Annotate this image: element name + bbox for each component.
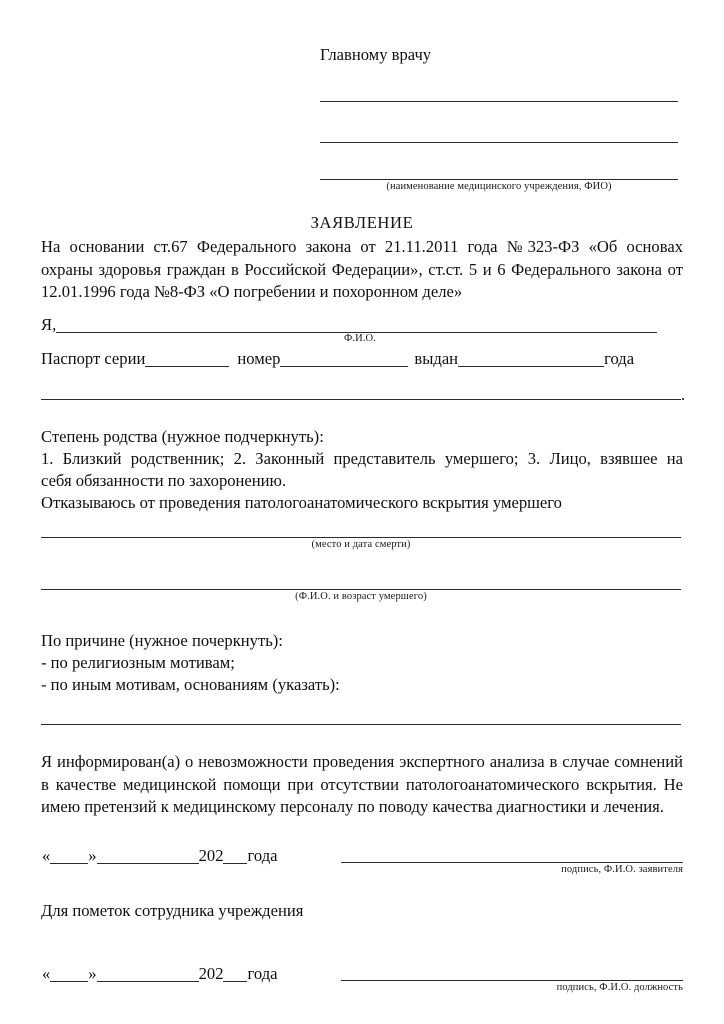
passport-number-label: номер <box>237 349 281 368</box>
applicant-year-word: года <box>247 846 278 865</box>
applicant-fio-caption: Ф.И.О. <box>344 333 376 344</box>
deceased-fio-line[interactable] <box>41 589 681 590</box>
refusal-statement: Отказываюсь от проведения патологоанатомического вскрытия умершего <box>41 493 562 512</box>
acknowledgement-paragraph: Я информирован(а) о невозможности проведения экспертного анализа в случае сомнений в качестве медицинской помощи при отсутствии патологоанатомического вскрытия. Не имею претензий к медицинскому персоналу по поводу качества диагностики и лечения. <box>41 752 683 817</box>
staff-signature-line[interactable] <box>341 980 683 981</box>
reason-option-religious[interactable]: - по религиозным мотивам; <box>41 653 235 672</box>
applicant-address-line[interactable] <box>41 399 681 400</box>
addressee-line <box>320 44 431 67</box>
applicant-i-label: Я, <box>41 315 57 334</box>
deceased-fio-caption: (Ф.И.О. и возраст умершего) <box>295 591 427 602</box>
staff-date-quote-open: « <box>42 964 51 983</box>
passport-series-label: Паспорт серии <box>41 349 146 368</box>
relationship-options-line-2: себя обязанности по захоронению. <box>41 471 287 490</box>
reason-heading: По причине (нужное почеркнуть): <box>41 631 283 650</box>
applicant-signature-line[interactable] <box>341 862 683 863</box>
passport-year-label: года <box>604 349 635 368</box>
staff-date-row <box>42 963 278 986</box>
applicant-date-quote-close: » <box>88 846 97 865</box>
addressee-text: Главному врачу <box>320 45 432 64</box>
passport-issued-input[interactable] <box>458 352 604 367</box>
staff-month-input[interactable] <box>97 967 199 982</box>
staff-day-input[interactable] <box>50 967 88 982</box>
applicant-signature-caption: подпись, Ф.И.О. заявителя <box>561 864 683 875</box>
page-title: ЗАЯВЛЕНИЕ <box>310 213 414 232</box>
applicant-year-input[interactable] <box>223 849 247 864</box>
applicant-year-prefix: 202 <box>198 846 224 865</box>
relationship-heading: Степень родства (нужное подчеркнуть): <box>41 427 324 446</box>
passport-number-input[interactable] <box>280 352 408 367</box>
staff-year-word: года <box>247 964 278 983</box>
reason-option-other[interactable]: - по иным мотивам, основаниям (указать): <box>41 675 340 694</box>
passport-issued-label: выдан <box>414 349 459 368</box>
staff-date-quote-close: » <box>88 964 97 983</box>
applicant-date-quote-open: « <box>42 846 51 865</box>
place-date-of-death-line[interactable] <box>41 537 681 538</box>
staff-notes-heading: Для пометок сотрудника учреждения <box>41 901 304 920</box>
staff-year-prefix: 202 <box>198 964 224 983</box>
passport-row <box>41 348 634 371</box>
staff-signature-caption: подпись, Ф.И.О. должность <box>556 982 683 993</box>
relationship-options-line-1: 1. Близкий родственник; 2. Законный представитель умершего; 3. Лицо, взявшее на <box>41 449 683 468</box>
legal-basis-paragraph: На основании ст.67 Федерального закона от 21.11.2011 года №323-ФЗ «Об основах охраны здоровья граждан в Российской Федерации», ст.ст. 5 и 6 Федерального закона от 12.01.1996 года №8-ФЗ «О погребении и похоронном деле» <box>41 237 683 302</box>
applicant-day-input[interactable] <box>50 849 88 864</box>
addressee-blank-line-3[interactable] <box>320 179 678 180</box>
applicant-date-row <box>42 845 278 868</box>
applicant-month-input[interactable] <box>97 849 199 864</box>
passport-series-input[interactable] <box>145 352 229 367</box>
staff-year-input[interactable] <box>223 967 247 982</box>
applicant-address-trailing-dot: . <box>681 385 686 404</box>
addressee-blank-line-1[interactable] <box>320 101 678 102</box>
applicant-name-input[interactable] <box>56 318 657 333</box>
institution-caption: (наименование медицинского учреждения, ФИО) <box>386 181 612 192</box>
reason-other-input-line[interactable] <box>41 724 681 725</box>
addressee-blank-line-2[interactable] <box>320 142 678 143</box>
place-date-of-death-caption: (место и дата смерти) <box>311 539 411 550</box>
